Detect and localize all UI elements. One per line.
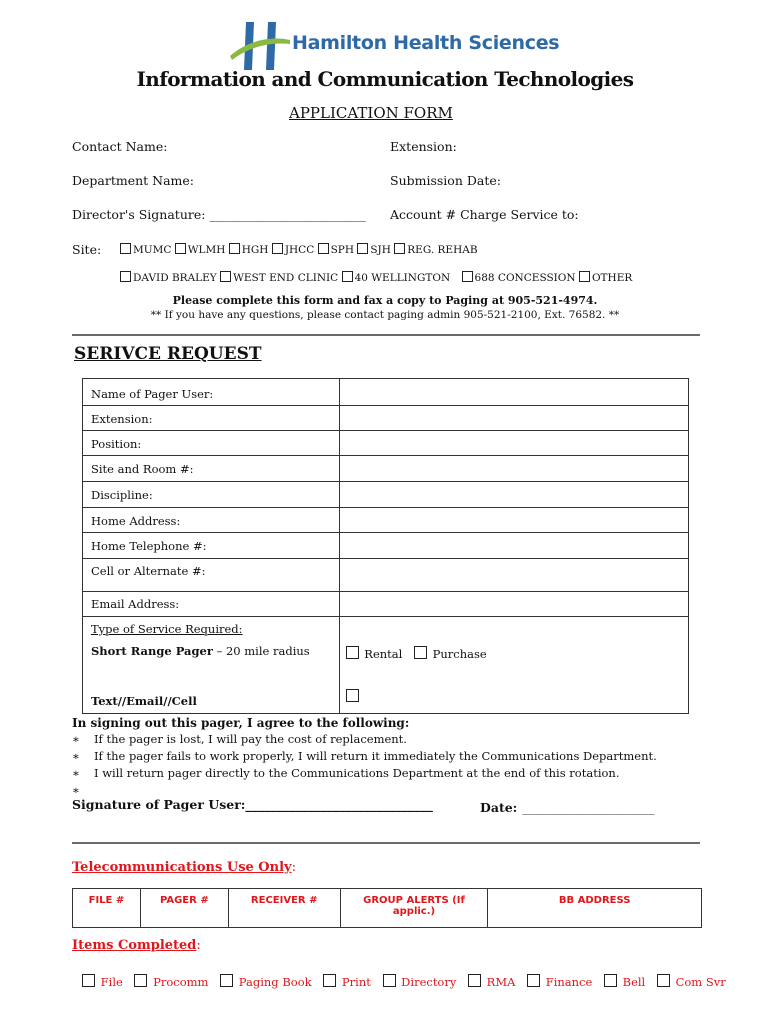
item-bell[interactable]: Bell bbox=[604, 975, 645, 989]
site-option-david-braley[interactable]: DAVID BRALEY bbox=[120, 272, 217, 284]
pager-number-column[interactable]: PAGER # bbox=[140, 889, 228, 928]
checkbox-icon[interactable] bbox=[346, 689, 359, 702]
field-label: Name of Pager User: bbox=[91, 387, 214, 401]
checkbox-icon[interactable] bbox=[414, 646, 427, 659]
checkbox-icon[interactable] bbox=[468, 974, 481, 987]
agreement-bullet: ∗ I will return pager directly to the Communications Department at the end of this rotation. bbox=[72, 766, 620, 780]
name-of-pager-user-field[interactable] bbox=[339, 379, 688, 406]
checkbox-icon[interactable] bbox=[657, 974, 670, 987]
agreement-bullet: ∗ bbox=[72, 783, 80, 797]
site-option-wlmh[interactable]: WLMH bbox=[175, 244, 226, 256]
group-alerts-column[interactable]: GROUP ALERTS (If applic.) bbox=[340, 889, 488, 928]
contact-name-label: Contact Name: bbox=[72, 139, 168, 154]
site-option-sph[interactable]: SPH bbox=[318, 244, 354, 256]
site-option-west-end-clinic[interactable]: WEST END CLINIC bbox=[220, 272, 338, 284]
telecom-heading: Telecommunications Use Only: bbox=[72, 860, 296, 875]
divider bbox=[72, 842, 700, 844]
site-option-reg-rehab[interactable]: REG. REHAB bbox=[394, 244, 477, 256]
questions-note: ** If you have any questions, please contact paging admin 905-521-2100, Ext. 76582. ** bbox=[150, 309, 620, 321]
site-option-sjh[interactable]: SJH bbox=[357, 244, 391, 256]
purchase-option[interactable]: Purchase bbox=[414, 647, 487, 661]
checkbox-icon[interactable] bbox=[394, 243, 405, 254]
item-directory[interactable]: Directory bbox=[383, 975, 457, 989]
checkbox-icon[interactable] bbox=[579, 271, 590, 282]
field-label: Site and Room #: bbox=[91, 462, 194, 476]
hamilton-health-logo bbox=[228, 20, 292, 72]
checkbox-icon[interactable] bbox=[272, 243, 283, 254]
receiver-number-column[interactable]: RECEIVER # bbox=[228, 889, 340, 928]
items-completed-heading: Items Completed: bbox=[72, 938, 201, 953]
divider bbox=[72, 334, 700, 336]
item-com-svr[interactable]: Com Svr bbox=[657, 975, 726, 989]
checkbox-icon[interactable] bbox=[604, 974, 617, 987]
items-completed-list bbox=[82, 974, 734, 989]
site-label: Site: bbox=[72, 242, 102, 257]
checkbox-icon[interactable] bbox=[357, 243, 368, 254]
site-option-mumc[interactable]: MUMC bbox=[120, 244, 171, 256]
checkbox-icon[interactable] bbox=[120, 271, 131, 282]
site-option-hgh[interactable]: HGH bbox=[229, 244, 269, 256]
checkbox-icon[interactable] bbox=[82, 974, 95, 987]
item-paging-book[interactable]: Paging Book bbox=[220, 975, 311, 989]
field-label: Home Telephone #: bbox=[91, 539, 207, 553]
submission-date-label: Submission Date: bbox=[390, 173, 501, 188]
service-request-table bbox=[82, 378, 689, 714]
checkbox-icon[interactable] bbox=[346, 646, 359, 659]
field-label: Home Address: bbox=[91, 514, 181, 528]
agreement-heading: In signing out this pager, I agree to the following: bbox=[72, 716, 410, 730]
text-email-cell-option[interactable] bbox=[346, 689, 361, 704]
bb-address-column[interactable]: BB ADDRESS bbox=[488, 889, 702, 928]
home-telephone-field[interactable] bbox=[339, 533, 688, 559]
department-name-label: Department Name: bbox=[72, 173, 195, 188]
position-field[interactable] bbox=[339, 431, 688, 456]
extension-label: Extension: bbox=[390, 139, 457, 154]
date-label: Date: bbox=[480, 800, 518, 815]
field-label: Cell or Alternate #: bbox=[91, 564, 206, 578]
checkbox-icon[interactable] bbox=[134, 974, 147, 987]
date-field[interactable] bbox=[480, 797, 655, 816]
checkbox-icon[interactable] bbox=[462, 271, 473, 282]
item-print[interactable]: Print bbox=[323, 975, 371, 989]
item-file[interactable]: File bbox=[82, 975, 123, 989]
item-finance[interactable]: Finance bbox=[527, 975, 592, 989]
checkbox-icon[interactable] bbox=[175, 243, 186, 254]
department-title: Information and Communication Technologies bbox=[136, 67, 634, 91]
agreement-bullet: ∗ If the pager is lost, I will pay the cost of replacement. bbox=[72, 732, 407, 746]
telecom-table bbox=[72, 888, 702, 928]
logo-text: Hamilton Health Sciences bbox=[292, 32, 560, 54]
checkbox-icon[interactable] bbox=[220, 974, 233, 987]
account-charge-label: Account # Charge Service to: bbox=[390, 207, 579, 222]
fax-instruction: Please complete this form and fax a copy to Paging at 905-521-4974. bbox=[172, 294, 598, 307]
cell-alternate-field[interactable] bbox=[339, 559, 688, 592]
site-option-jhcc[interactable]: JHCC bbox=[272, 244, 314, 256]
checkbox-icon[interactable] bbox=[527, 974, 540, 987]
date-line: _______________________ bbox=[522, 801, 655, 815]
type-of-service-label: Type of Service Required: bbox=[91, 622, 243, 636]
checkbox-icon[interactable] bbox=[323, 974, 336, 987]
text-email-cell-label: Text//Email//Cell bbox=[91, 694, 197, 708]
sites-row-1 bbox=[120, 243, 478, 256]
field-label: Email Address: bbox=[91, 597, 180, 611]
field-label: Extension: bbox=[91, 412, 153, 426]
item-rma[interactable]: RMA bbox=[468, 975, 515, 989]
signature-of-pager-user[interactable]: Signature of Pager User:______________________________ bbox=[72, 797, 433, 812]
checkbox-icon[interactable] bbox=[120, 243, 131, 254]
extension-field[interactable] bbox=[339, 406, 688, 431]
service-request-heading: SERIVCE REQUEST bbox=[74, 344, 262, 364]
checkbox-icon[interactable] bbox=[342, 271, 353, 282]
email-address-field[interactable] bbox=[339, 592, 688, 617]
discipline-field[interactable] bbox=[339, 482, 688, 508]
checkbox-icon[interactable] bbox=[318, 243, 329, 254]
site-option-other[interactable]: OTHER bbox=[579, 272, 632, 284]
checkbox-icon[interactable] bbox=[220, 271, 231, 282]
home-address-field[interactable] bbox=[339, 508, 688, 533]
checkbox-icon[interactable] bbox=[383, 974, 396, 987]
item-procomm[interactable]: Procomm bbox=[134, 975, 208, 989]
field-label: Position: bbox=[91, 437, 142, 451]
checkbox-icon[interactable] bbox=[229, 243, 240, 254]
field-label: Discipline: bbox=[91, 488, 153, 502]
directors-signature-label: Director's Signature: _________________________ bbox=[72, 207, 366, 222]
form-title: APPLICATION FORM bbox=[289, 104, 453, 122]
short-range-pager-label: Short Range Pager – 20 mile radius bbox=[91, 644, 310, 658]
site-and-room-field[interactable] bbox=[339, 456, 688, 482]
sites-row-2 bbox=[120, 271, 632, 284]
rental-option[interactable]: Rental bbox=[346, 647, 403, 661]
agreement-bullet: ∗ If the pager fails to work properly, I will return it immediately the Communications Department. bbox=[72, 749, 657, 763]
site-option-688-concession[interactable]: 688 CONCESSION bbox=[462, 272, 576, 284]
site-option-40-wellington[interactable]: 40 WELLINGTON bbox=[342, 272, 451, 284]
file-number-column[interactable]: FILE # bbox=[73, 889, 141, 928]
